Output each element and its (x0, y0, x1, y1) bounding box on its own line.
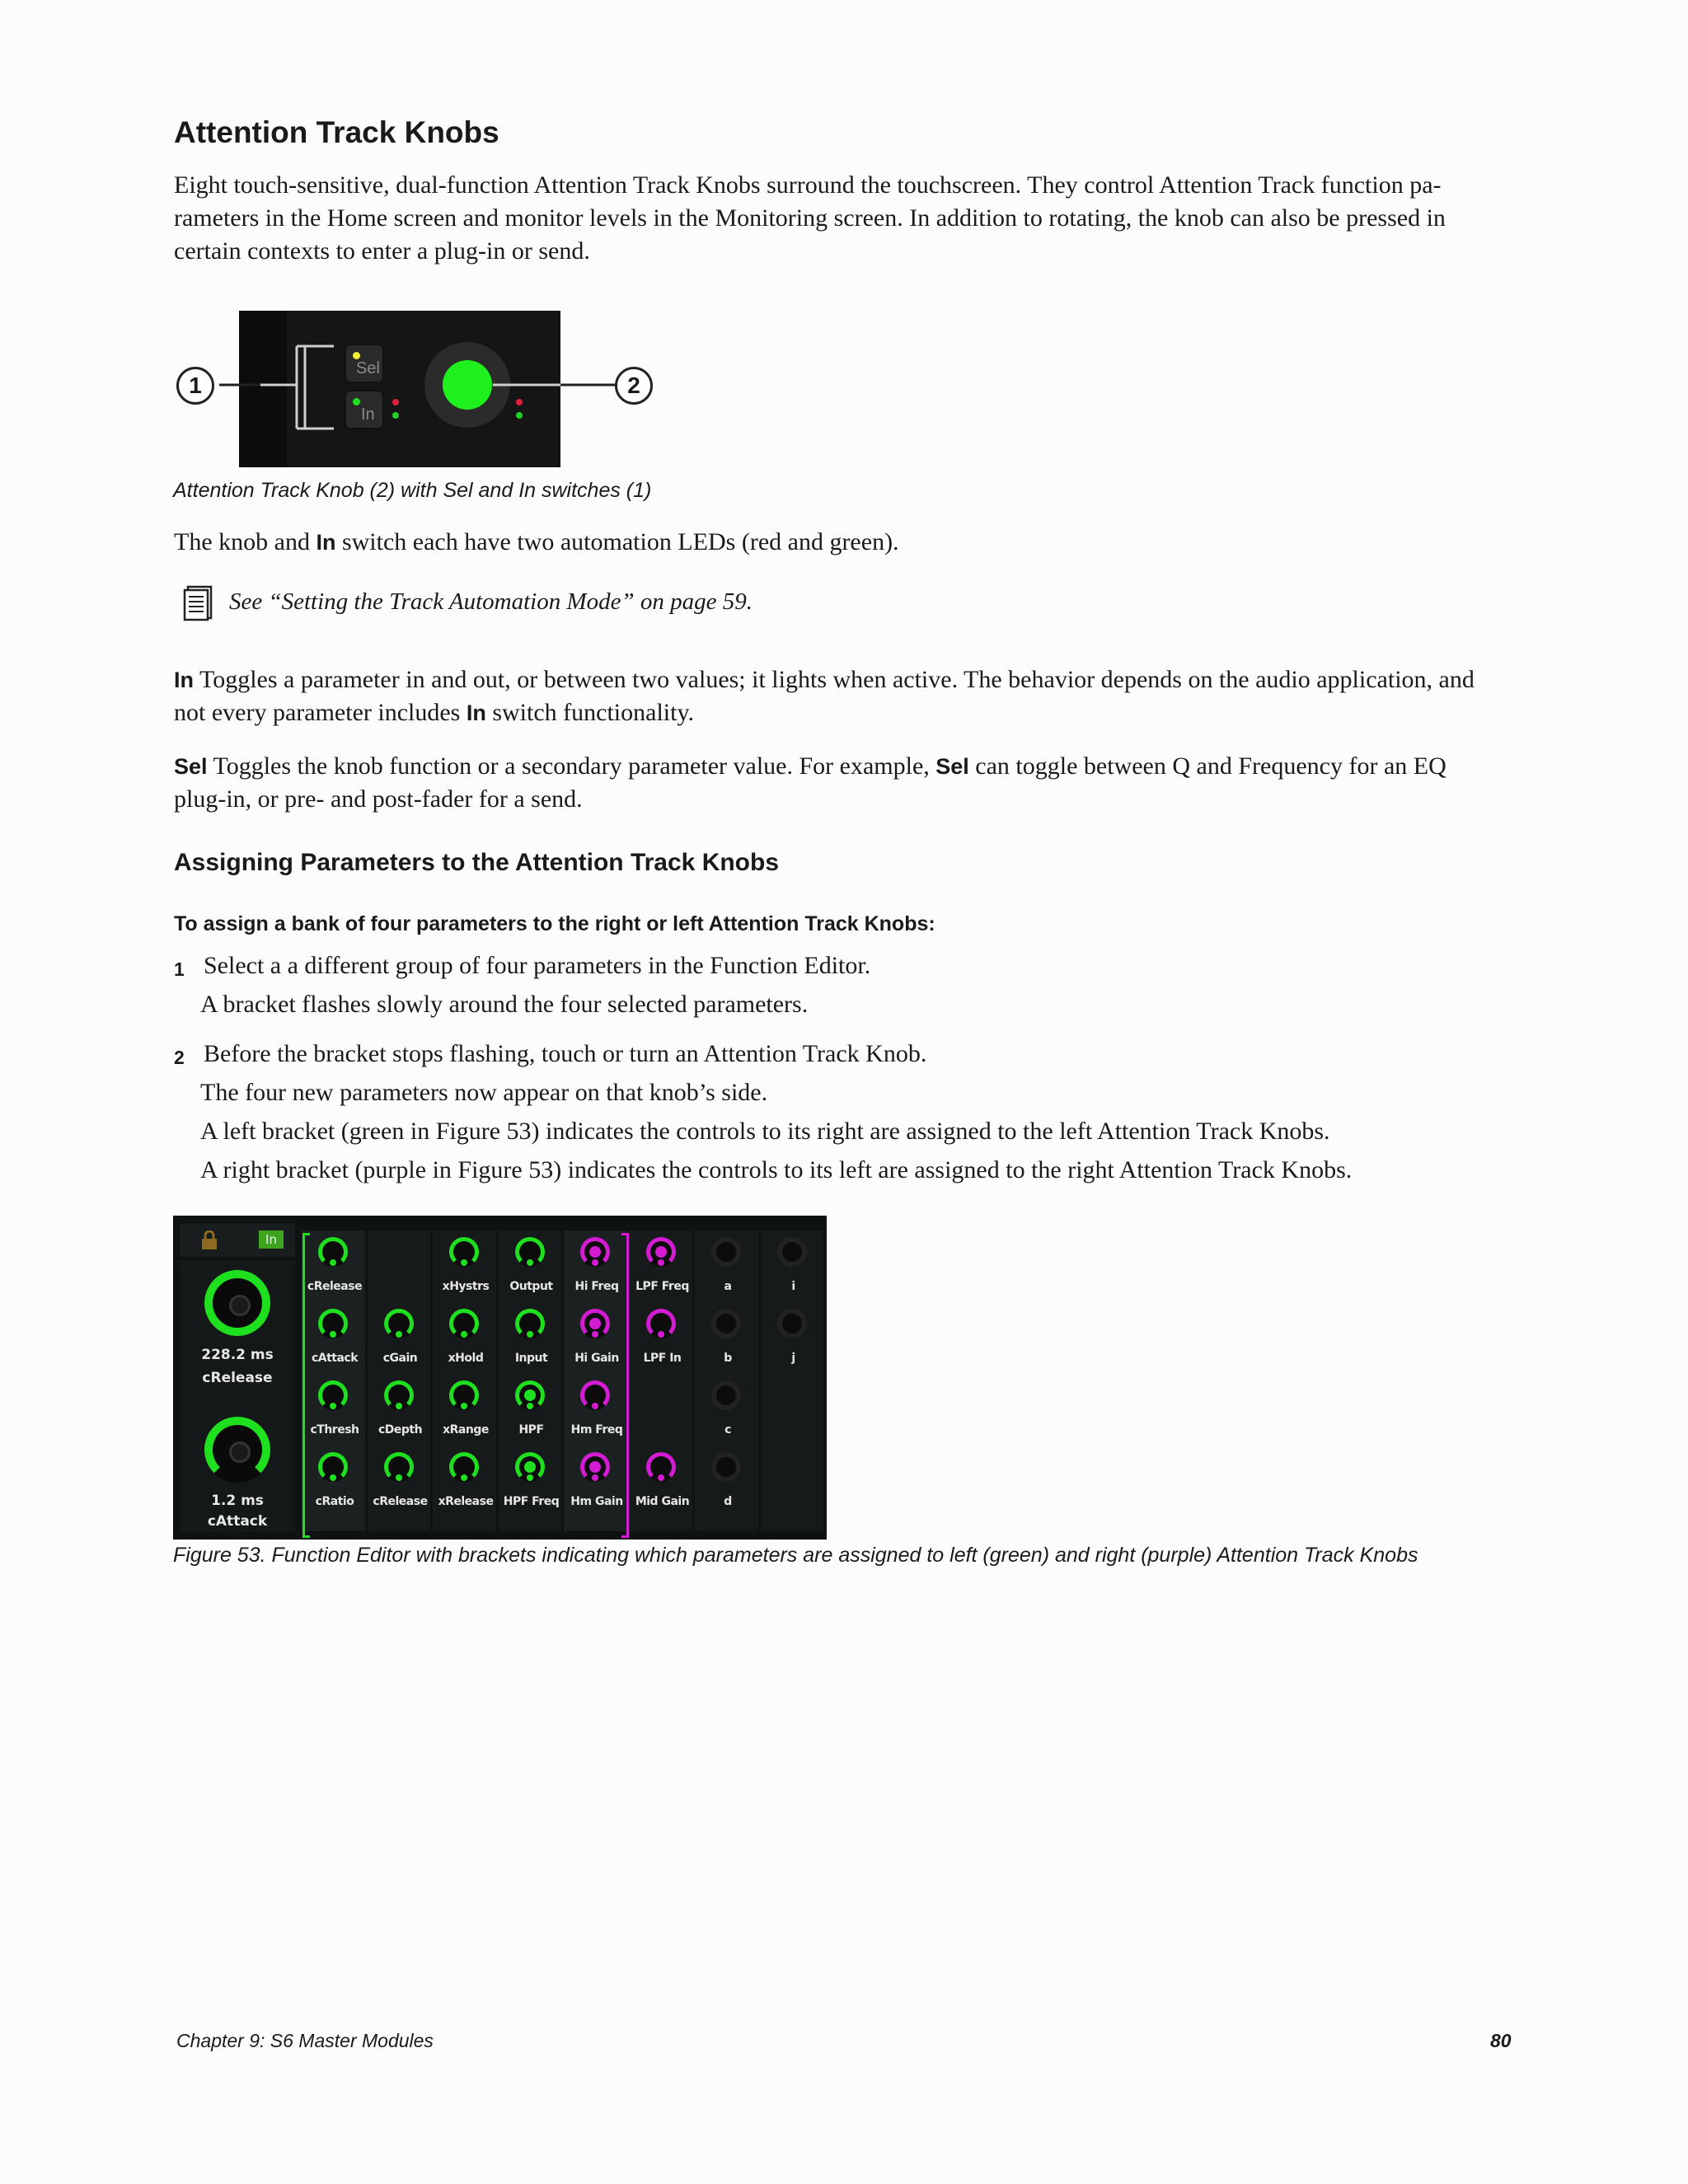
section-heading: Assigning Parameters to the Attention Track Knobs (174, 849, 780, 876)
left-bracket-green (302, 1233, 310, 1538)
parameter-label: xHystrs (442, 1280, 490, 1293)
parameter-knob[interactable] (711, 1452, 741, 1482)
knob-indicator (592, 1259, 598, 1266)
parameter-knob[interactable] (777, 1237, 807, 1267)
in-badge: In (259, 1230, 284, 1249)
parameter-label: cRelease (307, 1280, 363, 1293)
knob-indicator (658, 1331, 664, 1338)
parameter-knob-cell[interactable] (564, 1302, 630, 1373)
knob-indicator (461, 1474, 467, 1481)
parameter-knob[interactable] (646, 1309, 676, 1338)
right-bracket-purple (621, 1233, 629, 1538)
parameter-label: Input (514, 1352, 548, 1365)
parameter-label: cRatio (315, 1495, 354, 1508)
big-knob-name: cRelease (202, 1370, 273, 1386)
parameter-label: j (791, 1352, 795, 1365)
parameter-label: HPF (518, 1423, 544, 1436)
parameter-knob-cell[interactable] (630, 1230, 696, 1301)
parameter-label: Hm Freq (570, 1423, 623, 1436)
parameter-knob-cell[interactable] (302, 1374, 368, 1445)
parameter-knob-cell[interactable] (499, 1230, 565, 1301)
big-knob-panel (180, 1260, 295, 1532)
sel-description: Sel Toggles the knob function or a secondary parameter value. For example, Sel can toggle between Q and Frequency for an EQ plug-in, or pre- and post-fader for a send. (174, 752, 1447, 813)
step-result: The four new parameters now appear on that knob’s side. (200, 1079, 768, 1106)
parameter-knob-cell[interactable] (368, 1446, 434, 1516)
parameter-label: LPF Freq (635, 1280, 689, 1293)
parameter-knob[interactable] (318, 1237, 348, 1267)
parameter-knob[interactable] (646, 1452, 676, 1482)
parameter-label: HPF Freq (503, 1495, 560, 1508)
parameter-label: c (724, 1423, 731, 1436)
big-knob-value: 1.2 ms (211, 1493, 264, 1509)
parameter-knob[interactable] (449, 1452, 479, 1482)
parameter-knob-cell[interactable] (433, 1446, 499, 1516)
knob-indicator (396, 1403, 402, 1409)
in-term: In (174, 668, 194, 692)
parameter-knob-cell[interactable] (630, 1302, 696, 1373)
parameter-knob[interactable] (711, 1237, 741, 1267)
knob-indicator (396, 1474, 402, 1481)
parameter-knob[interactable] (515, 1237, 545, 1267)
knob-indicator (330, 1259, 336, 1266)
parameter-knob[interactable] (384, 1309, 414, 1338)
parameter-label: cThresh (310, 1423, 359, 1436)
knob-indicator (527, 1331, 533, 1338)
knob-indicator (527, 1259, 533, 1266)
parameter-knob[interactable] (580, 1237, 610, 1267)
parameter-knob-cell[interactable] (368, 1374, 434, 1445)
parameter-grid (302, 1216, 827, 1540)
parameter-knob-cell[interactable] (564, 1446, 630, 1516)
parameter-knob-cell[interactable] (564, 1374, 630, 1445)
knob-indicator (330, 1403, 336, 1409)
parameter-knob-cell[interactable] (499, 1446, 565, 1516)
parameter-label: cRelease (373, 1495, 428, 1508)
parameter-knob[interactable] (515, 1380, 545, 1410)
parameter-knob[interactable] (515, 1309, 545, 1338)
page-title: Attention Track Knobs (174, 115, 499, 149)
parameter-knob[interactable] (711, 1309, 741, 1338)
parameter-knob[interactable] (449, 1309, 479, 1338)
parameter-label: Output (509, 1280, 553, 1293)
callout-1: 1 (176, 367, 214, 405)
step-item (174, 949, 1526, 982)
intro-line: Eight touch-sensitive, dual-function Attention Track Knobs surround the touchscreen. They control Attention Track function pa- (174, 171, 1442, 199)
parameter-knob-cell[interactable] (368, 1302, 434, 1373)
parameter-label: Hi Gain (574, 1352, 619, 1365)
parameter-knob-cell[interactable] (499, 1302, 565, 1373)
step-number: 1 (174, 958, 185, 980)
callout-lines (173, 309, 668, 474)
parameter-knob[interactable] (384, 1380, 414, 1410)
parameter-knob-cell[interactable] (433, 1302, 499, 1373)
knob-indicator (592, 1331, 598, 1338)
document-icon (183, 585, 214, 621)
intro-paragraph (174, 169, 1517, 268)
leds-paragraph: The knob and In switch each have two automation LEDs (red and green). (174, 528, 899, 555)
parameter-label: Hm Gain (570, 1495, 623, 1508)
figure-caption: Figure 53. Function Editor with brackets indicating which parameters are assigned to left (green) and right (purple) Attention Track Knobs (173, 1544, 1418, 1567)
step-result: A bracket flashes slowly around the four selected parameters. (200, 991, 809, 1018)
parameter-knob-cell[interactable] (302, 1302, 368, 1373)
parameter-knob[interactable] (515, 1452, 545, 1482)
parameter-knob-cell[interactable] (499, 1374, 565, 1445)
knob-indicator (592, 1474, 598, 1481)
big-knob-value: 228.2 ms (201, 1347, 274, 1363)
knob-indicator (461, 1403, 467, 1409)
step-result: A left bracket (green in Figure 53) indicates the controls to its right are assigned to the left Attention Track Knobs. (200, 1118, 1330, 1145)
knob-indicator (461, 1259, 467, 1266)
parameter-label: cAttack (311, 1352, 359, 1365)
editor-header (180, 1224, 295, 1257)
parameter-knob[interactable] (449, 1237, 479, 1267)
parameter-knob-cell[interactable] (433, 1374, 499, 1445)
big-knob-name: cAttack (207, 1513, 268, 1530)
parameter-label: LPF In (643, 1352, 682, 1365)
intro-line: certain contexts to enter a plug-in or send. (174, 237, 590, 265)
parameter-label: b (724, 1352, 732, 1365)
parameter-label: i (791, 1280, 795, 1293)
in-description: In Toggles a parameter in and out, or between two values; it lights when active. The behavior depends on the audio application, and not every parameter includes In switch functionality. (174, 666, 1475, 726)
parameter-label: Mid Gain (635, 1495, 690, 1508)
page-number: 80 (1490, 2030, 1512, 2051)
parameter-knob-cell[interactable] (695, 1302, 761, 1373)
parameter-knob-cell[interactable] (695, 1446, 761, 1516)
parameter-label: a (724, 1280, 732, 1293)
step-text: Before the bracket stops flashing, touch or turn an Attention Track Knob. (204, 1040, 927, 1067)
knob-indicator (658, 1474, 664, 1481)
parameter-knob[interactable] (449, 1380, 479, 1410)
big-knob-attack (204, 1417, 270, 1483)
sel-switch-label: Sel (356, 359, 380, 377)
parameter-knob[interactable] (318, 1380, 348, 1410)
intro-line: rameters in the Home screen and monitor levels in the Monitoring screen. In addition to rotating, the knob can also be pressed in (174, 204, 1446, 232)
steps-list (174, 949, 1526, 1193)
lock-icon (201, 1230, 216, 1249)
parameter-knob-cell[interactable] (695, 1374, 761, 1445)
knob-indicator (527, 1403, 533, 1409)
big-knob-release (204, 1270, 270, 1336)
parameter-label: cDepth (377, 1423, 423, 1436)
parameter-knob[interactable] (711, 1380, 741, 1410)
knob-indicator (461, 1331, 467, 1338)
parameter-knob[interactable] (646, 1237, 676, 1267)
cross-reference-link[interactable]: See “Setting the Track Automation Mode” on page 59. (229, 588, 753, 615)
parameter-knob[interactable] (580, 1452, 610, 1482)
parameter-knob[interactable] (580, 1309, 610, 1338)
function-editor-screenshot (173, 1216, 827, 1540)
knob-indicator (330, 1474, 336, 1481)
footer-chapter: Chapter 9: S6 Master Modules (176, 2030, 434, 2051)
step-number: 2 (174, 1047, 185, 1068)
parameter-label: xRelease (438, 1495, 494, 1508)
step-text: Select a a different group of four parameters in the Function Editor. (204, 952, 871, 979)
step-result: A right bracket (purple in Figure 53) indicates the controls to its left are assigned to the right Attention Track Knobs. (200, 1156, 1353, 1183)
knob-indicator (330, 1331, 336, 1338)
parameter-knob[interactable] (580, 1380, 610, 1410)
parameter-knob-cell[interactable] (695, 1230, 761, 1301)
attention-knob-figure (173, 309, 668, 474)
parameter-label: d (724, 1495, 732, 1508)
procedure-title: To assign a bank of four parameters to the right or left Attention Track Knobs: (174, 912, 935, 935)
parameter-knob[interactable] (384, 1452, 414, 1482)
parameter-label: cGain (382, 1352, 418, 1365)
figure-caption: Attention Track Knob (2) with Sel and In switches (1) (173, 479, 652, 502)
parameter-knob-cell[interactable] (433, 1230, 499, 1301)
parameter-knob-cell[interactable] (302, 1446, 368, 1516)
knob-indicator (396, 1331, 402, 1338)
parameter-knob-cell[interactable] (761, 1302, 827, 1373)
in-switch-label: In (361, 405, 375, 424)
parameter-knob-cell[interactable] (761, 1230, 827, 1301)
parameter-label: xHold (448, 1352, 484, 1365)
knob-indicator (658, 1259, 664, 1266)
parameter-knob-cell[interactable] (302, 1230, 368, 1301)
parameter-label: Hi Freq (574, 1280, 619, 1293)
step-item (174, 1038, 1526, 1071)
callout-2: 2 (615, 367, 653, 405)
parameter-knob-cell[interactable] (564, 1230, 630, 1301)
parameter-label: xRange (443, 1423, 489, 1436)
parameter-knob[interactable] (318, 1309, 348, 1338)
knob-indicator (592, 1403, 598, 1409)
parameter-knob[interactable] (777, 1309, 807, 1338)
sel-term: Sel (174, 754, 208, 779)
parameter-knob[interactable] (318, 1452, 348, 1482)
knob-indicator (527, 1474, 533, 1481)
parameter-knob-cell[interactable] (630, 1446, 696, 1516)
